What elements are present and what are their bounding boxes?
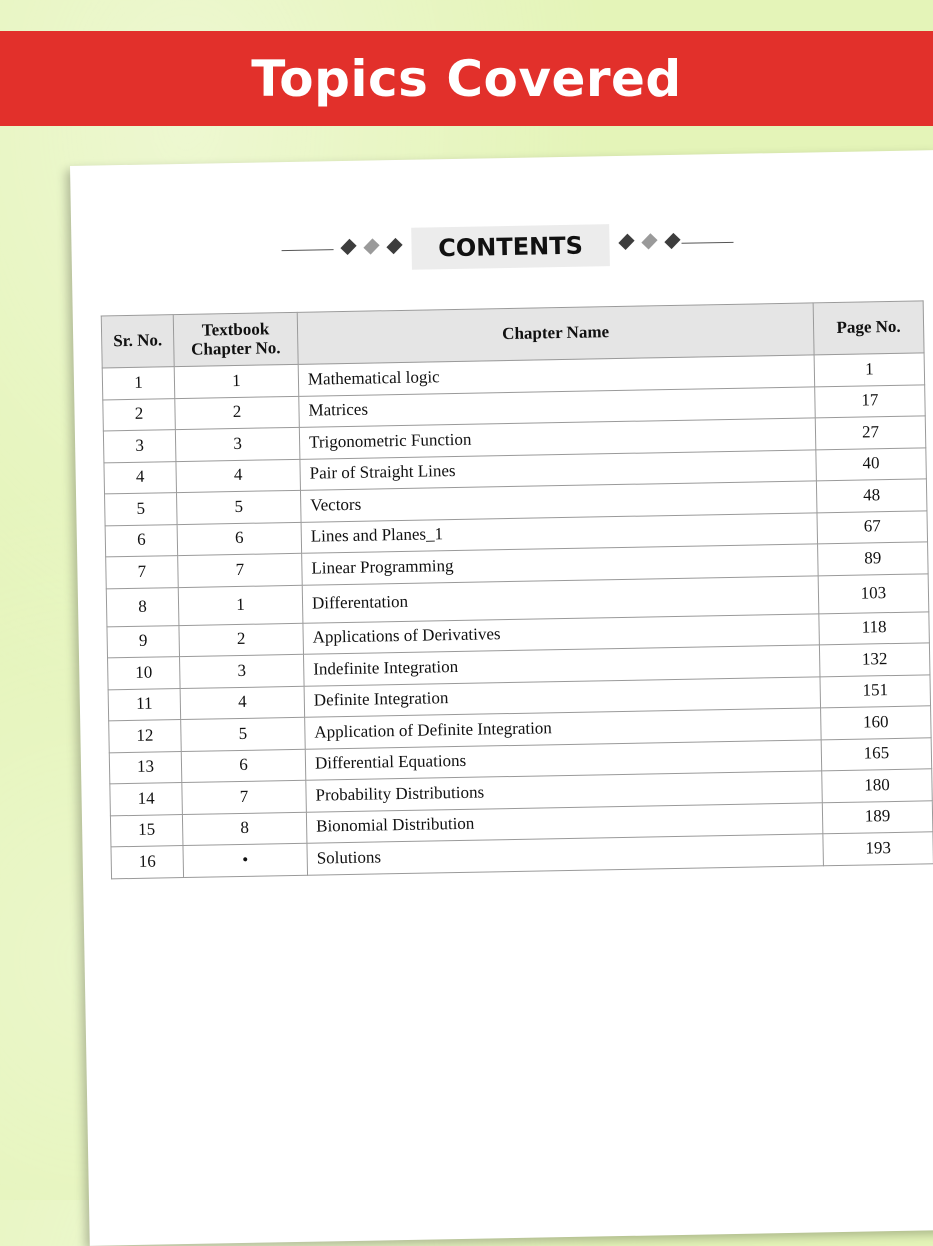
diamond-icon (386, 238, 402, 254)
chapter-name-cell: Probability Distributions (306, 771, 822, 812)
contents-page (70, 150, 933, 1246)
chapter-no-cell: 3 (180, 654, 305, 688)
chapter-no-cell: • (183, 843, 308, 877)
chapter-no-cell: 6 (181, 749, 306, 783)
chapter-no-cell: 1 (174, 364, 299, 398)
page-no-cell: 1 (814, 353, 925, 387)
sr-no-cell: 7 (106, 556, 179, 589)
banner-title: Topics Covered (251, 49, 682, 108)
page-no-cell: 193 (823, 832, 933, 866)
chapter-name-cell: Indefinite Integration (303, 645, 819, 686)
diamond-icon (618, 234, 634, 250)
sr-no-cell: 1 (102, 367, 175, 400)
chapter-name-cell: Solutions (307, 834, 823, 875)
chapter-name-cell: Definite Integration (304, 676, 820, 717)
page-no-cell: 48 (816, 479, 927, 513)
chapter-no-cell: 7 (178, 553, 303, 587)
contents-title-box (411, 224, 610, 270)
page-no-cell: 40 (816, 447, 927, 481)
page-no-cell: 118 (819, 611, 930, 645)
chapter-name-cell: Bionomial Distribution (306, 802, 822, 843)
contents-heading (281, 220, 732, 272)
chapter-name-cell: Differentation (302, 575, 819, 622)
sr-no-cell: 4 (104, 461, 177, 494)
sr-no-cell: 15 (110, 814, 183, 847)
chapter-name-cell: Application of Definite Integration (305, 708, 821, 749)
diamond-icon (641, 233, 657, 249)
column-header-sr-no: Sr. No. (101, 315, 174, 368)
page-no-cell: 189 (822, 800, 933, 834)
sr-no-cell: 3 (103, 430, 176, 463)
chapter-name-cell: Vectors (300, 481, 816, 522)
contents-table (101, 300, 933, 878)
divider-line-right (682, 242, 734, 244)
sr-no-cell: 10 (108, 657, 181, 690)
page-no-cell: 103 (818, 573, 929, 613)
chapter-no-cell: 3 (175, 427, 300, 461)
chapter-no-cell: 2 (175, 396, 300, 430)
column-header-chapter-name: Chapter Name (297, 303, 814, 364)
column-header-page-no: Page No. (813, 301, 924, 355)
page-no-cell: 160 (821, 706, 932, 740)
diamond-icon (340, 239, 356, 255)
chapter-no-cell: 7 (182, 780, 307, 814)
divider-line-left (282, 249, 334, 251)
chapter-name-cell: Mathematical logic (298, 355, 814, 396)
chapter-no-cell: 1 (178, 585, 303, 625)
chapter-name-cell: Matrices (299, 386, 815, 427)
page-no-cell: 180 (822, 769, 933, 803)
page-no-cell: 67 (817, 510, 928, 544)
chapter-name-cell: Linear Programming (302, 544, 818, 585)
sr-no-cell: 6 (105, 524, 178, 557)
page-no-cell: 89 (818, 542, 929, 576)
chapter-name-cell: Lines and Planes_1 (301, 512, 817, 553)
chapter-no-cell: 4 (176, 459, 301, 493)
chapter-no-cell: 2 (179, 623, 304, 657)
sr-no-cell: 14 (110, 783, 183, 816)
page-no-cell: 132 (819, 643, 930, 677)
sr-no-cell: 5 (105, 493, 178, 526)
sr-no-cell: 12 (109, 720, 182, 753)
page-no-cell: 27 (815, 416, 926, 450)
chapter-name-cell: Differential Equations (305, 739, 821, 780)
chapter-no-cell: 8 (182, 812, 307, 846)
chapter-name-cell: Applications of Derivatives (303, 613, 819, 654)
title-banner (0, 31, 933, 126)
column-header-chapter-no: Textbook Chapter No. (173, 312, 298, 366)
chapter-no-cell: 5 (181, 717, 306, 751)
chapter-no-cell: 4 (180, 686, 305, 720)
sr-no-cell: 11 (108, 688, 181, 721)
sr-no-cell: 9 (107, 625, 180, 658)
chapter-no-cell: 6 (177, 522, 302, 556)
diamond-icon (363, 238, 379, 254)
page-no-cell: 165 (821, 737, 932, 771)
page-no-cell: 17 (815, 384, 926, 418)
chapter-name-cell: Pair of Straight Lines (300, 449, 816, 490)
sr-no-cell: 8 (106, 587, 179, 626)
sr-no-cell: 13 (109, 751, 182, 784)
contents-title: CONTENTS (438, 231, 584, 263)
sr-no-cell: 2 (103, 398, 176, 431)
chapter-name-cell: Trigonometric Function (299, 418, 815, 459)
diamond-icon (664, 233, 680, 249)
sr-no-cell: 16 (111, 846, 184, 879)
page-no-cell: 151 (820, 674, 931, 708)
chapter-no-cell: 5 (177, 490, 302, 524)
